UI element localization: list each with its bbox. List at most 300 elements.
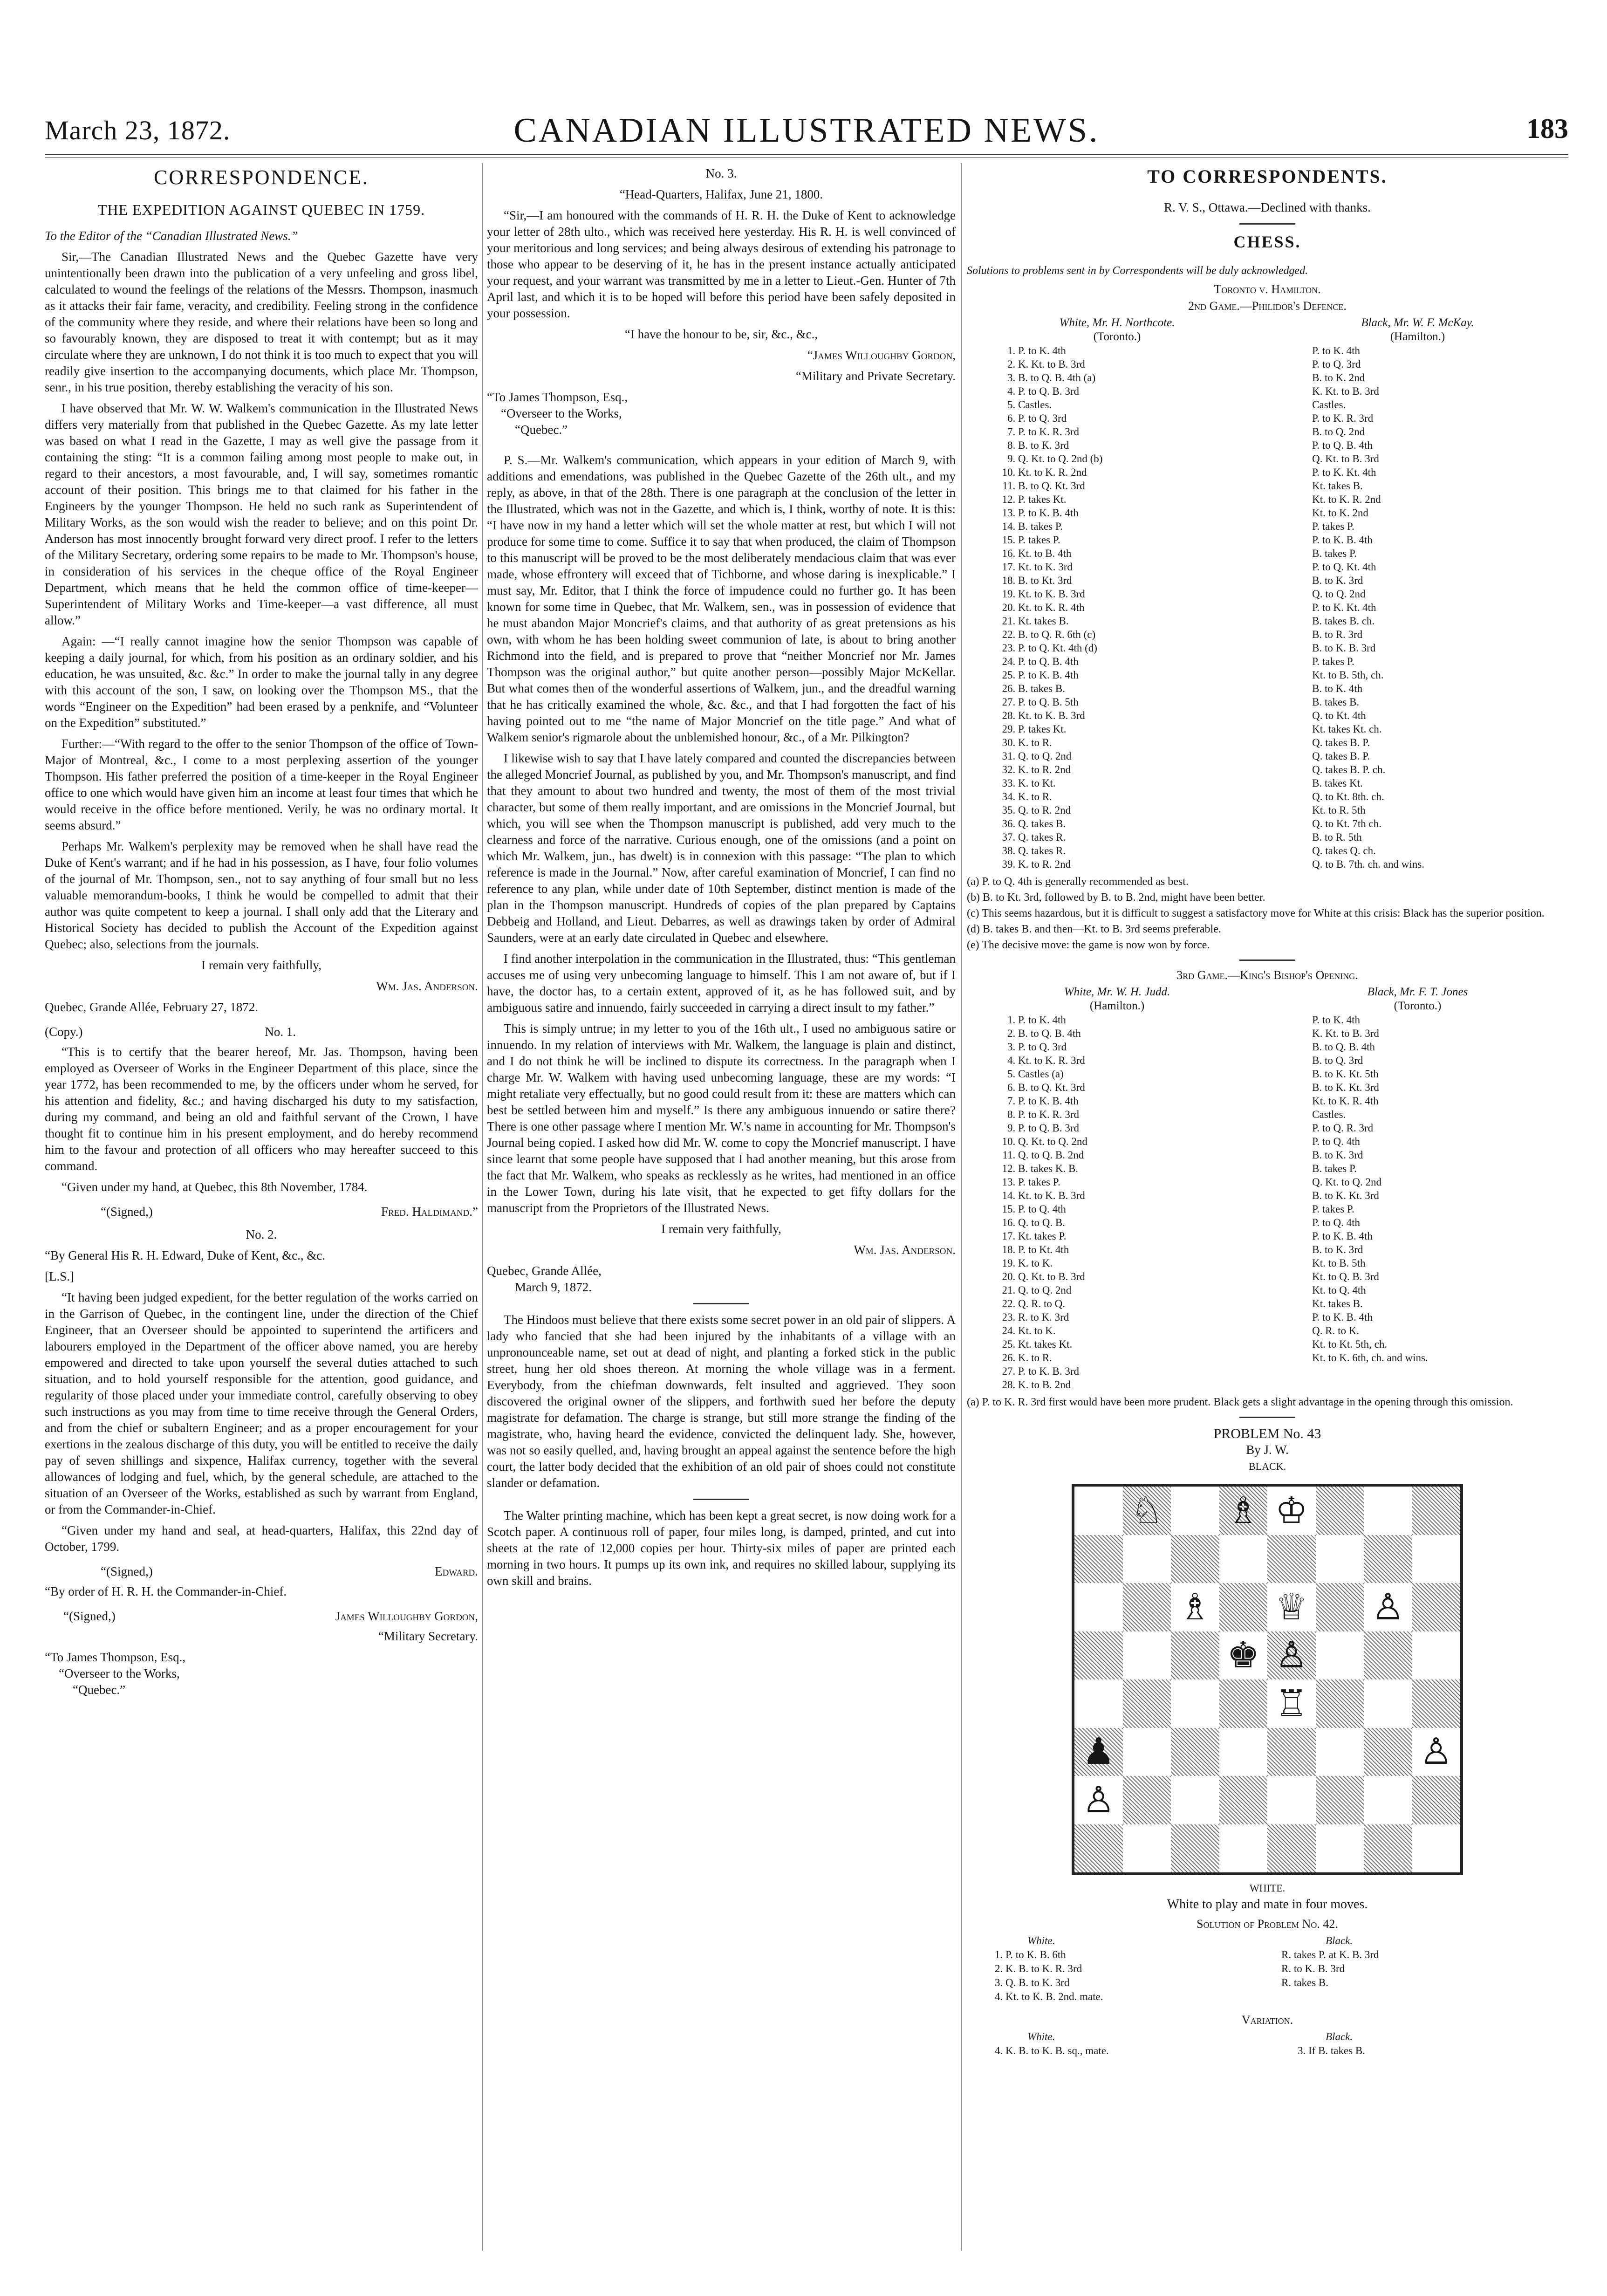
white-pawn-piece: ♙ xyxy=(1420,1731,1453,1773)
chess-move: Kt. takes Kt. ch. xyxy=(1312,723,1382,735)
black-moves-list xyxy=(1312,1013,1568,1391)
signature: Wm. Jas. Anderson. xyxy=(854,1243,956,1257)
chess-move: 7. P. to K. R. 3rd xyxy=(1018,425,1312,439)
board-square xyxy=(1219,1728,1268,1776)
chess-move: B. takes Kt. xyxy=(1312,777,1363,789)
chess-move: B. to K. 2nd xyxy=(1312,372,1365,384)
board-square xyxy=(1364,1728,1412,1776)
board-square xyxy=(1412,1487,1461,1535)
board-square xyxy=(1171,1535,1219,1583)
chess-move: Q. takes Q. ch. xyxy=(1312,845,1376,857)
address-line: “Quebec.” xyxy=(73,1683,126,1697)
board-square xyxy=(1364,1535,1412,1583)
chess-move: P. to Q. 4th xyxy=(1312,1136,1361,1147)
white-moves-list xyxy=(967,1013,1312,1391)
problem-title: PROBLEM No. 43 xyxy=(1213,1426,1321,1441)
chess-move: Q. to Q. 2nd xyxy=(1312,588,1366,600)
chess-move: 22. B. to Q. R. 6th (c) xyxy=(1018,628,1312,641)
paragraph: I have observed that Mr. W. W. Walkem's communication in the Illustrated News differs very materially from that published in the Quebec Gazette. As my late letter was based on what I read in the Gazette, I may as well give the passage from it containing the sting: “It is a common failing among most people to make out, in regard to their ancestors, a most favourable, and, I will say, sometimes romantic account of their position. This brings me to that claimed for his father in the Engineers by the younger Thompson. He held no such rank as Superintendent of Military Works, as the son would wish the reader to believe; and on this point Dr. Anderson has most innocently brought forward very direct proof. I refer to the letters of the Military Secretary, ordering some repairs to be made to Mr. Thompson's house, in consideration of his services in the cheque office of the Royal Engineer Department, which means that he held the common office of time-keeper—Superintendent of Military Works and Time-keeper—a vast difference, all must allow.” xyxy=(45,401,478,627)
chess-move: 32. K. to R. 2nd xyxy=(1018,763,1312,776)
match-title: Toronto v. Hamilton. xyxy=(1214,282,1321,296)
chess-move: P. to K. B. 4th xyxy=(1312,1230,1373,1242)
chess-move: P. to K. 4th xyxy=(1312,345,1361,356)
document-header xyxy=(45,1024,478,1040)
chess-move: 38. Q. takes R. xyxy=(1018,844,1312,857)
chess-move: B. to R. 3rd xyxy=(1312,629,1363,640)
section-rule xyxy=(1239,1417,1295,1418)
masthead-rule xyxy=(45,154,1568,155)
chess-move: 17. Kt. to K. 3rd xyxy=(1018,560,1312,574)
section-rule xyxy=(1239,960,1295,961)
board-square xyxy=(1364,1487,1412,1535)
solution-black-moves xyxy=(1281,1948,1568,2004)
board-square xyxy=(1412,1776,1461,1824)
chess-move: Castles. xyxy=(1312,1109,1346,1120)
board-square xyxy=(1267,1535,1316,1583)
chess-move: 18. P. to Kt. 4th xyxy=(1018,1243,1312,1256)
section-rule xyxy=(693,1499,749,1500)
chess-move: 34. K. to R. xyxy=(1018,790,1312,803)
chess-move: 14. Kt. to K. B. 3rd xyxy=(1018,1189,1312,1202)
chess-move: P. to Q. R. 3rd xyxy=(1312,1122,1374,1134)
paragraph: I likewise wish to say that I have lately compared and counted the discrepancies between the alleged Moncrief Journal, as published by you, and Mr. Thompson's manuscript, and find that they amount to about two hundred and twenty, the most of them of the most trivial character, but some of them really important, and are omissions in the Moncrief Journal, but which, you will see when the Thompson manuscript is published, add very much to the clearness and force of the narrative. Curious enough, one of the omissions (and a point on which Mr. Walkem, jun., has dwelt) is in connexion with this passage: “The plan to which reference is made in the Journal.” Now, after careful examination of Moncrief, I can find no reference to any plan, while under date of 10th September, distinct mention is made of the plan in the Thompson manuscript. Hundreds of copies of the plan prepared by Captains Debbeig and Holland, and Lieut. Debarres, as well as drawings taken by order of Admiral Saunders, were at an early date circulated in Quebec and elsewhere. xyxy=(487,751,956,945)
chess-move: B. takes B. xyxy=(1312,696,1360,708)
copy-label: (Copy.) xyxy=(45,1025,83,1039)
paragraph: Sir,—The Canadian Illustrated News and the Quebec Gazette have very unintentionally been drawn into the publication of a very unfeeling and gross libel, calculated to wound the feelings of the relations of the Messrs. Thompson, inasmuch as it attacks their fair fame, veracity, and credibility. Feeling strong in the confidence of the community where they reside, and where their relations have been so long and so favourably known, they are disposed to treat it with contempt; but as it may circulate where they are unknown, I do not think it is too much to expect that you will readily give insertion to the accompanying documents, which place Mr. Thompson, senr., in his true position, thereby establishing the veracity of his son. xyxy=(45,250,478,394)
chess-move: Q. to B. 7th. ch. and wins. xyxy=(1312,858,1425,870)
board-square xyxy=(1364,1824,1412,1873)
chess-move: Q. R. to K. xyxy=(1312,1325,1360,1336)
by-order-line: “By order of H. R. H. the Commander-in-Chief. xyxy=(45,1584,287,1598)
chess-move: 17. Kt. takes P. xyxy=(1018,1229,1312,1243)
chess-move: 13. P. takes P. xyxy=(1018,1175,1312,1189)
dateline: “Head-Quarters, Halifax, June 21, 1800. xyxy=(619,187,823,201)
white-pawn-piece: ♙ xyxy=(1275,1634,1308,1677)
chess-move: Kt. takes B. xyxy=(1312,480,1363,492)
black-moves-list xyxy=(1312,344,1568,871)
chess-move: Q. takes B. P. xyxy=(1312,737,1370,748)
chess-move: 27. P. to Q. B. 5th xyxy=(1018,695,1312,709)
chess-move: 11. Q. to Q. B. 2nd xyxy=(1018,1148,1312,1162)
black-player: Black, Mr. F. T. Jones xyxy=(1367,986,1468,998)
board-square xyxy=(1171,1679,1219,1728)
chess-notice: Solutions to problems sent in by Correspondents will be duly acknowledged. xyxy=(967,265,1308,277)
game-title: 3rd Game.—King's Bishop's Opening. xyxy=(1176,968,1358,982)
board-square xyxy=(1219,1824,1268,1873)
board-square xyxy=(1267,1728,1316,1776)
chess-move: Kt. to K. R. 4th xyxy=(1312,1095,1379,1107)
chess-move: 19. K. to K. xyxy=(1018,1256,1312,1270)
to-correspondents-heading: TO CORRESPONDENTS. xyxy=(1147,166,1388,187)
chess-move: 13. P. to K. B. 4th xyxy=(1018,506,1312,520)
chess-move: 4. P. to Q. B. 3rd xyxy=(1018,384,1312,398)
address-line: “Overseer to the Works, xyxy=(501,406,622,420)
chess-move: Kt. to K. R. 2nd xyxy=(1312,493,1381,505)
chess-move: 36. Q. takes B. xyxy=(1018,817,1312,830)
board-square xyxy=(1316,1776,1364,1824)
white-pawn-piece: ♙ xyxy=(1371,1586,1404,1628)
board-square xyxy=(1219,1583,1268,1631)
chess-move: Kt. to K. 2nd xyxy=(1312,507,1368,519)
chess-move: 8. B. to K. 3rd xyxy=(1018,439,1312,452)
seal-label: [L.S.] xyxy=(45,1269,74,1283)
closing: “I have the honour to be, sir, &c., &c., xyxy=(624,327,818,341)
chess-move: 12. B. takes K. B. xyxy=(1018,1162,1312,1175)
variation-title: Variation. xyxy=(1241,2013,1293,2027)
column-2 xyxy=(487,165,956,2253)
chess-move: P. to K. B. 4th xyxy=(1312,1311,1373,1323)
board-square xyxy=(1364,1776,1412,1824)
white-pawn-piece: ♙ xyxy=(1082,1779,1115,1821)
chess-move: 25. Kt. takes Kt. xyxy=(1018,1337,1312,1351)
board-square xyxy=(1412,1535,1461,1583)
signer: Edward. xyxy=(435,1564,478,1578)
dateline: March 9, 1872. xyxy=(515,1280,592,1294)
chess-move: 1. P. to K. B. 6th xyxy=(995,1949,1066,1960)
paragraph: The Hindoos must believe that there exists some secret power in an old pair of slippers. A lady who fancied that she had been injured by the inhabitants of a village with an unpronounceable name, set out at dead of night, and planting a forked stick in the public street, hung her old shoes thereon. At morning the whole village was in a ferment. Everybody, from the chiefman downwards, felt insulted and aggrieved. They soon discovered the original owner of the slippers, and forthwith sued her before the deputy magistrate for defamation. The charge is strange, but still more strange the finding of the magistrate, who, having heard the evidence, convicted the delinquent lady. She, however, was not so easily quelled, and, having brought an appeal against the sentence before the high court, the latter body decided that the exhibition of an old pair of shoes could not constitute slander or defamation. xyxy=(487,1313,956,1490)
chess-move: 2. K. B. to K. R. 3rd xyxy=(995,1963,1082,1974)
board-square xyxy=(1123,1824,1171,1873)
board-square xyxy=(1219,1679,1268,1728)
game-note: (a) P. to K. R. 3rd first would have been more prudent. Black gets a slight advantage in the opening through this omission. xyxy=(967,1396,1513,1408)
newspaper-title: CANADIAN ILLUSTRATED NEWS. xyxy=(513,111,1100,150)
chess-move: B. takes B. ch. xyxy=(1312,615,1375,627)
paragraph: Further:—“With regard to the offer to the senior Thompson of the office of Town-Major of Montreal, &c., I come to a most perplexing assertion of the younger Thompson. His father preferred the position of a time-keeper in the Royal Engineer office to one which would have given him an income at least four times that which he would receive in the office before mentioned. Verily, he was no ordinary mortal. It seems absurd.” xyxy=(45,737,478,832)
chess-move: 24. Kt. to K. xyxy=(1018,1324,1312,1337)
signer-title: “Military and Private Secretary. xyxy=(795,369,956,383)
paragraph: I find another interpolation in the communication in the Illustrated, thus: “This gentleman accuses me of using very unbecoming language to himself. This I am not aware of, but if I have, the doctor has, to a certain extent, approved of it, as he has followed suit, and by ambiguous satire and innuendo, fairly succeeded in carrying a direct insult to my father.” xyxy=(487,952,956,1014)
chess-move: 20. Kt. to K. R. 4th xyxy=(1018,601,1312,614)
board-square xyxy=(1316,1824,1364,1873)
variation-header: White. Black. xyxy=(1027,2031,1353,2042)
chess-move: B. to Q. 3rd xyxy=(1312,1055,1363,1066)
chess-move: Q. Kt. to B. 3rd xyxy=(1312,453,1379,465)
chess-move: Kt. to B. 5th xyxy=(1312,1257,1366,1269)
signature-line: “(Signed,) Edward. xyxy=(45,1563,478,1580)
chess-move: P. to K. 4th xyxy=(1312,1014,1361,1026)
solution-title: Solution of Problem No. 42. xyxy=(1197,1917,1338,1931)
board-square xyxy=(1412,1583,1461,1631)
board-square xyxy=(1123,1535,1171,1583)
board-square xyxy=(1123,1583,1171,1631)
white-city: (Toronto.) xyxy=(1093,330,1141,343)
chess-move: 1. P. to K. 4th xyxy=(1018,1013,1312,1027)
board-square xyxy=(1123,1679,1171,1728)
chess-move: 5. Castles (a) xyxy=(1018,1067,1312,1081)
chess-move: 12. P. takes Kt. xyxy=(1018,493,1312,506)
board-square xyxy=(1074,1631,1123,1680)
chess-move: K. Kt. to B. 3rd xyxy=(1312,385,1379,397)
chess-move: P. to K. R. 3rd xyxy=(1312,412,1374,424)
paragraph: This is simply untrue; in my letter to you of the 16th ult., I used no ambiguous satire or innuendo. In my relation of interviews with Mr. Walkem, the language is plain and distinct, and I do not think he will be inclined to dispute its correctness. In the paragraph when I charge Mr. W. Walkem with having used unbecoming language, these are my words: “I might retaliate very effectually, but no good could result from it: these are matters which can best be settled between him and myself.” Is there any ambiguous innuendo or satire there? There is one other passage where I mention Mr. W.'s name in accounting for Mr. Thompson's Journal being copied. I asked how did Mr. W. come to copy the Moncrief manuscript. I have since learnt that some people have supposed that I had another meaning, but this arose from the fact that Mr. Walkem, who speaks as recklessly as he writes, had mentioned in an office in the Lower Town, during his late visit, that he expected to get fifty dollars for the manuscript from the Proprietors of the Illustrated News. xyxy=(487,1021,956,1215)
board-square xyxy=(1123,1631,1171,1680)
chess-move: 23. P. to Q. Kt. 4th (d) xyxy=(1018,641,1312,655)
chess-move: B. to K. 3rd xyxy=(1312,575,1363,586)
signer: Fred. Haldimand.” xyxy=(381,1205,478,1219)
board-square xyxy=(1364,1631,1412,1680)
game-moves xyxy=(967,344,1568,871)
game-note: (e) The decisive move: the game is now won by force. xyxy=(967,939,1210,951)
chess-move: 35. Q. to R. 2nd xyxy=(1018,803,1312,817)
chess-move: Q. takes B. P. ch. xyxy=(1312,764,1386,775)
game-note: (d) B. takes B. and then—Kt. to B. 3rd seems preferable. xyxy=(967,923,1221,935)
correspondence-heading: CORRESPONDENCE. xyxy=(154,166,369,189)
chess-move: Q. takes B. P. xyxy=(1312,750,1370,762)
white-bishop-piece: ♗ xyxy=(1227,1489,1260,1532)
board-square xyxy=(1171,1728,1219,1776)
variation-moves xyxy=(967,2044,1568,2058)
chess-move: Q. to Kt. 8th. ch. xyxy=(1312,791,1384,802)
chess-move: 28. Kt. to K. B. 3rd xyxy=(1018,709,1312,722)
board-square xyxy=(1316,1728,1364,1776)
paragraph: Perhaps Mr. Walkem's perplexity may be removed when he shall have read the Duke of Kent's warrant; and if he had in his possession, as I have, four folio volumes of the journal of Mr. Thompson, sen., not to say anything of four small but no less valuable memorandum-books, I think he would be compelled to admit that their author was quite competent to keep a journal. I shall only add that the Literary and Historical Society has decided to publish the Account of the Expedition against Quebec; also, selections from the journals. xyxy=(45,839,478,951)
white-queen-piece: ♕ xyxy=(1275,1586,1308,1628)
address-line: “Overseer to the Works, xyxy=(59,1666,180,1680)
white-moves-list xyxy=(967,344,1312,871)
chess-move: R. takes B. xyxy=(1281,1977,1328,1988)
black-king-piece: ♚ xyxy=(1227,1634,1260,1677)
closing: I remain very faithfully, xyxy=(661,1222,781,1236)
chess-move: Kt. takes B. xyxy=(1312,1298,1363,1309)
board-square xyxy=(1074,1535,1123,1583)
chess-move: P. to Q. B. 4th xyxy=(1312,439,1373,451)
salutation: To the Editor of the “Canadian Illustrated News.” xyxy=(45,229,298,243)
board-square xyxy=(1074,1679,1123,1728)
chess-move: P. to K. Kt. 4th xyxy=(1312,466,1376,478)
column-divider xyxy=(961,163,962,2251)
black-side-label: BLACK. xyxy=(1248,1460,1286,1472)
section-rule xyxy=(1239,223,1295,225)
chess-move: 11. B. to Q. Kt. 3rd xyxy=(1018,479,1312,493)
chess-move: P. to K. B. 4th xyxy=(1312,534,1373,546)
problem-author: By J. W. xyxy=(1246,1443,1289,1457)
chess-move: 21. Kt. takes B. xyxy=(1018,614,1312,628)
solution-white-moves xyxy=(967,1948,1281,2004)
chess-move: 19. Kt. to K. B. 3rd xyxy=(1018,587,1312,601)
chess-move: 23. R. to K. 3rd xyxy=(1018,1310,1312,1324)
chess-move: B. to K. Kt. 3rd xyxy=(1312,1082,1379,1093)
black-city: (Hamilton.) xyxy=(1390,330,1445,343)
board-square xyxy=(1412,1679,1461,1728)
chess-move: B. takes P. xyxy=(1312,548,1357,559)
correspondent-note: R. V. S., Ottawa.—Declined with thanks. xyxy=(1164,200,1371,214)
dateline: Quebec, Grande Allée, xyxy=(487,1264,602,1278)
document-number: No. 2. xyxy=(246,1227,277,1241)
white-rook-piece: ♖ xyxy=(1275,1682,1308,1725)
chess-move: 4. Kt. to K. R. 3rd xyxy=(1018,1054,1312,1067)
chess-move: Kt. to Q. 4th xyxy=(1312,1284,1366,1296)
black-pawn-piece: ♟ xyxy=(1082,1731,1115,1773)
paragraph: Again: —“I really cannot imagine how the senior Thompson was capable of keeping a daily journal, for which, from his position as an ordinary soldier, and his education, he was unsuited, &c. &c.” In order to make the journal tally in any degree with this account of the son, I saw, on looking over the Thompson MS., that the words “Engineer on the Expedition” had been erased by a penknife, and “Volunteer on the Expedition” substituted.” xyxy=(45,634,478,730)
variation-white: 4. K. B. to K. B. sq., mate. xyxy=(995,2045,1109,2056)
problem-caption: White to play and mate in four moves. xyxy=(1167,1897,1368,1912)
board-square xyxy=(1123,1728,1171,1776)
chess-move: B. to K. B. 3rd xyxy=(1312,642,1376,654)
game-title: 2nd Game.—Philidor's Defence. xyxy=(1188,299,1347,313)
chess-move: 9. P. to Q. B. 3rd xyxy=(1018,1121,1312,1135)
chess-move: 28. K. to B. 2nd xyxy=(1018,1378,1312,1391)
paragraph: “Sir,—I am honoured with the commands of H. R. H. the Duke of Kent to acknowledge your letter of 28th ulto., which was received here yesterday. His R. H. is well convinced of your meritorious and long services; and being always desirous of extending his patronage to those who appear to be deserving of it, he has in the present instance actually anticipated your request, and your warrant was transmitted by me in a letter to Lieut.-Gen. Hunter of 7th April last, and which it is to be hoped will before this period have been safely deposited in your possession. xyxy=(487,208,956,320)
chess-move: Q. Kt. to Q. 2nd xyxy=(1312,1176,1382,1188)
document-number: No. 1. xyxy=(265,1025,296,1039)
board-square xyxy=(1074,1824,1123,1873)
address-line: “To James Thompson, Esq., xyxy=(45,1650,186,1664)
chess-move: B. takes P. xyxy=(1312,1163,1357,1174)
chess-move: 3. P. to Q. 3rd xyxy=(1018,1040,1312,1054)
paragraph: “It having been judged expedient, for the better regulation of the works carried on in the Garrison of Quebec, in the contingent line, under the direction of the Chief Engineer, that an Overseer should be appointed to superintend the artificers and labourers employed in the Department of the officer above named, you are hereby empowered and directed to take upon yourself the several duties attached to such situation, and to hold yourself responsible for the attention, good guidance, and regularity of those placed under your immediate control, carefully observing to obey such instructions as you may from time to time receive through the General Orders, and from the chief or subaltern Engineer; and as a proper encouragement for your exertions in the zealous discharge of this duty, you will be entitled to receive the daily pay of seven shillings and sixpence, Halifax currency, together with the several allowances of lodging and fuel, which, by the general schedule, are attached to the situation of an Overseer of the Works, established as such by warrant from England, or from the Commander-in-Chief. xyxy=(45,1290,478,1516)
chess-move: 10. Kt. to K. R. 2nd xyxy=(1018,466,1312,479)
board-square xyxy=(1316,1679,1364,1728)
signer-title: “Military Secretary. xyxy=(378,1629,478,1643)
chess-move: Kt. to Q. B. 3rd xyxy=(1312,1271,1379,1282)
white-player: White, Mr. W. H. Judd. xyxy=(1064,986,1170,998)
board-square xyxy=(1074,1583,1123,1631)
chess-move: 20. Q. Kt. to B. 3rd xyxy=(1018,1270,1312,1283)
chess-move: P. takes P. xyxy=(1312,1203,1354,1215)
chess-move: 39. K. to R. 2nd xyxy=(1018,857,1312,871)
black-city: (Toronto.) xyxy=(1394,1000,1442,1012)
chess-move: 26. K. to R. xyxy=(1018,1351,1312,1364)
chess-move: 15. P. to Q. 4th xyxy=(1018,1202,1312,1216)
chess-board xyxy=(1072,1484,1463,1875)
chess-move: R. takes P. at K. B. 3rd xyxy=(1281,1949,1379,1960)
chess-move: 5. Castles. xyxy=(1018,398,1312,411)
board-square xyxy=(1316,1631,1364,1680)
black-player: Black, Mr. W. F. McKay. xyxy=(1361,316,1474,329)
signer: “James Willoughby Gordon, xyxy=(807,348,956,362)
paragraph: “This is to certify that the bearer hereof, Mr. Jas. Thompson, having been employed as Overseer of Works in the Engineer Department of this place, since the year 1772, has been recommended to me, by the officers under whom he served, for his attention and fidelity, &c.; and having discharged his duty to my satisfaction, during my command, and being an old and faithful servant of the Crown, I have thought fit to continue him in his present employment, and do hereby recommend him to the favour and protection of all officers who may hereafter succeed to this command. xyxy=(45,1045,478,1173)
board-square xyxy=(1171,1824,1219,1873)
chess-move: Kt. to B. 5th, ch. xyxy=(1312,669,1384,681)
chess-move: 8. P. to K. R. 3rd xyxy=(1018,1108,1312,1121)
board-square xyxy=(1364,1679,1412,1728)
game-note: (c) This seems hazardous, but it is difficult to suggest a satisfactory move for White at this crisis: Black has the superior position. xyxy=(967,907,1545,919)
paragraph: “Given under my hand and seal, at head-quarters, Halifax, this 22nd day of October, 1799. xyxy=(45,1523,478,1554)
chess-move: K. Kt. to B. 3rd xyxy=(1312,1028,1379,1039)
signature-line: “(Signed,) Fred. Haldimand.” xyxy=(45,1204,478,1220)
chess-move: 6. P. to Q. 3rd xyxy=(1018,411,1312,425)
chess-move: 4. Kt. to K. B. 2nd. mate. xyxy=(995,1991,1103,2002)
chess-move: 31. Q. to Q. 2nd xyxy=(1018,749,1312,763)
game-note: (a) P. to Q. 4th is generally recommended as best. xyxy=(967,876,1189,888)
closing: I remain very faithfully, xyxy=(201,958,321,972)
board-square xyxy=(1412,1631,1461,1680)
document-intro: “By General His R. H. Edward, Duke of Kent, &c., &c. xyxy=(45,1248,326,1262)
board-square xyxy=(1074,1487,1123,1535)
chess-move: 37. Q. takes R. xyxy=(1018,830,1312,844)
column-divider xyxy=(482,163,483,2251)
column-1 xyxy=(45,165,478,2253)
chess-move: 2. K. Kt. to B. 3rd xyxy=(1018,357,1312,371)
chess-move: 25. P. to K. B. 4th xyxy=(1018,668,1312,682)
chess-move: P. to K. Kt. 4th xyxy=(1312,602,1376,613)
game-note: (b) B. to Kt. 3rd, followed by B. to B. 2nd, might have been better. xyxy=(967,891,1265,904)
board-square xyxy=(1316,1535,1364,1583)
chess-move: 10. Q. Kt. to Q. 2nd xyxy=(1018,1135,1312,1148)
players-header xyxy=(967,316,1568,344)
board-square xyxy=(1219,1535,1268,1583)
chess-move: B. to Q. B. 4th xyxy=(1312,1041,1375,1053)
chess-move: B. to K. 3rd xyxy=(1312,1149,1363,1161)
board-square xyxy=(1171,1631,1219,1680)
section-rule xyxy=(693,1303,749,1304)
article-subheading: THE EXPEDITION AGAINST QUEBEC IN 1759. xyxy=(97,201,425,218)
board-square xyxy=(1412,1824,1461,1873)
chess-move: B. to Q. 2nd xyxy=(1312,426,1365,438)
address-line: “Quebec.” xyxy=(515,423,568,437)
solution-header: White. Black. xyxy=(1027,1935,1353,1946)
signature-line: “(Signed,) James Willoughby Gordon, xyxy=(45,1608,478,1624)
board-square xyxy=(1171,1487,1219,1535)
chess-move: P. to Q. 3rd xyxy=(1312,358,1361,370)
board-square xyxy=(1219,1776,1268,1824)
chess-move: Castles. xyxy=(1312,399,1346,411)
chess-move: B. to K. Kt. 3rd xyxy=(1312,1190,1379,1201)
board-square xyxy=(1171,1776,1219,1824)
chess-move: 29. P. takes Kt. xyxy=(1018,722,1312,736)
chess-move: 16. Q. to Q. B. xyxy=(1018,1216,1312,1229)
white-bishop-piece: ♗ xyxy=(1178,1586,1211,1628)
chess-heading: CHESS. xyxy=(1233,233,1301,251)
chess-move: 9. Q. Kt. to Q. 2nd (b) xyxy=(1018,452,1312,466)
game-notes xyxy=(967,1395,1568,1409)
chess-move: 26. B. takes B. xyxy=(1018,682,1312,695)
chess-move: B. to K. 3rd xyxy=(1312,1244,1363,1255)
chess-move: P. takes P. xyxy=(1312,521,1354,532)
white-player: White, Mr. H. Northcote. xyxy=(1059,316,1175,329)
board-square xyxy=(1316,1583,1364,1631)
paragraph: The Walter printing machine, which has been kept a great secret, is now doing work for a Scotch paper. A continuous roll of paper, four miles long, is damped, printed, and cut into sheets at the rate of 12,000 copies per hour. Thirty-six miles of paper are printed each morning in two hours. It pumps up its own ink, and requires no skilled labour, supplying its own skill and brains. xyxy=(487,1508,956,1588)
chess-move: Kt. to K. 6th, ch. and wins. xyxy=(1312,1352,1428,1364)
solution-moves xyxy=(967,1948,1568,2004)
game-notes xyxy=(967,875,1568,952)
paragraph: “Given under my hand, at Quebec, this 8th November, 1784. xyxy=(62,1180,368,1194)
board-square xyxy=(1123,1776,1171,1824)
chess-move: B. to K. Kt. 5th xyxy=(1312,1068,1379,1080)
chess-move: 15. P. takes P. xyxy=(1018,533,1312,547)
chess-move: 24. P. to Q. B. 4th xyxy=(1018,655,1312,668)
chess-move: Kt. to R. 5th xyxy=(1312,804,1366,816)
chess-move: Kt. to Kt. 5th, ch. xyxy=(1312,1338,1388,1350)
chess-move: 18. B. to Kt. 3rd xyxy=(1018,574,1312,587)
column-3 xyxy=(967,165,1568,2253)
chess-move: P. to Q. Kt. 4th xyxy=(1312,561,1376,573)
chess-move: 3. Q. B. to K. 3rd xyxy=(995,1977,1070,1988)
game-moves xyxy=(967,1013,1568,1391)
chess-move: B. to R. 5th xyxy=(1312,831,1362,843)
chess-move: B. to K. 4th xyxy=(1312,683,1363,694)
white-city: (Hamilton.) xyxy=(1089,1000,1145,1012)
signer: James Willoughby Gordon, xyxy=(335,1609,478,1623)
chess-move: 1. P. to K. 4th xyxy=(1018,344,1312,357)
masthead xyxy=(45,111,1568,153)
chess-move: 14. B. takes P. xyxy=(1018,520,1312,533)
dateline: Quebec, Grande Allée, February 27, 1872. xyxy=(45,1000,259,1014)
paragraph: P. S.—Mr. Walkem's communication, which appears in your edition of March 9, with additions and emendations, was published in the Quebec Gazette of the 26th ult., and my reply, as above, in that of the 28th. There is one paragraph at the conclusion of the letter in the Illustrated, which was not in the Gazette, and which is, I think, worthy of note. It is this: “I have now in my hand a letter which will set the whole matter at rest, but which I will not produce for some time to come. Suffice it to say that when produced, the claim of Thompson to this manuscript will be proved to be the most deliberately mendacious claim that was ever made, whose effrontery will exceed that of Tichborne, and whose daring is inexplicable.” I must say, Mr. Editor, that I think the force of impudence could no further go. It has been known for some time in Quebec, that Mr. Walkem, sen., was in possession of evidence that he must abandon Major Moncrief's claims, and that authority of as great pretensions as his own, with whom he has been holding sweet communion of late, is about to bring another Richmond into the field, and is prepared to prove that “neither Moncrief nor Mr. James Thompson was the original author,” but quite another person—possibly Major McKellar. But what comes then of the wonderful assertions of Walkem, jun., and the dreadful warning that he has critically examined the whole, &c. &c., and that I had forgotten the fact of his having pointed out to me “the name of Major Moncrief on the title page.” And what of Walkem senior's rigmarole about the unblemished honour, &c., of a Mr. Pilkington? xyxy=(487,453,956,744)
players-header xyxy=(967,985,1568,1013)
variation-black: 3. If B. takes B. xyxy=(1298,2045,1366,2056)
address-line: “To James Thompson, Esq., xyxy=(487,390,628,404)
chess-move: Q. to Kt. 4th xyxy=(1312,710,1366,721)
board-square xyxy=(1267,1824,1316,1873)
chess-move: 3. B. to Q. B. 4th (a) xyxy=(1018,371,1312,384)
chess-move: R. to K. B. 3rd xyxy=(1281,1963,1345,1974)
chess-move: 30. K. to R. xyxy=(1018,736,1312,749)
chess-move: P. takes P. xyxy=(1312,656,1354,667)
chess-move: 33. K. to Kt. xyxy=(1018,776,1312,790)
signature: Wm. Jas. Anderson. xyxy=(376,979,478,993)
chess-move: Q. to Kt. 7th ch. xyxy=(1312,818,1382,829)
